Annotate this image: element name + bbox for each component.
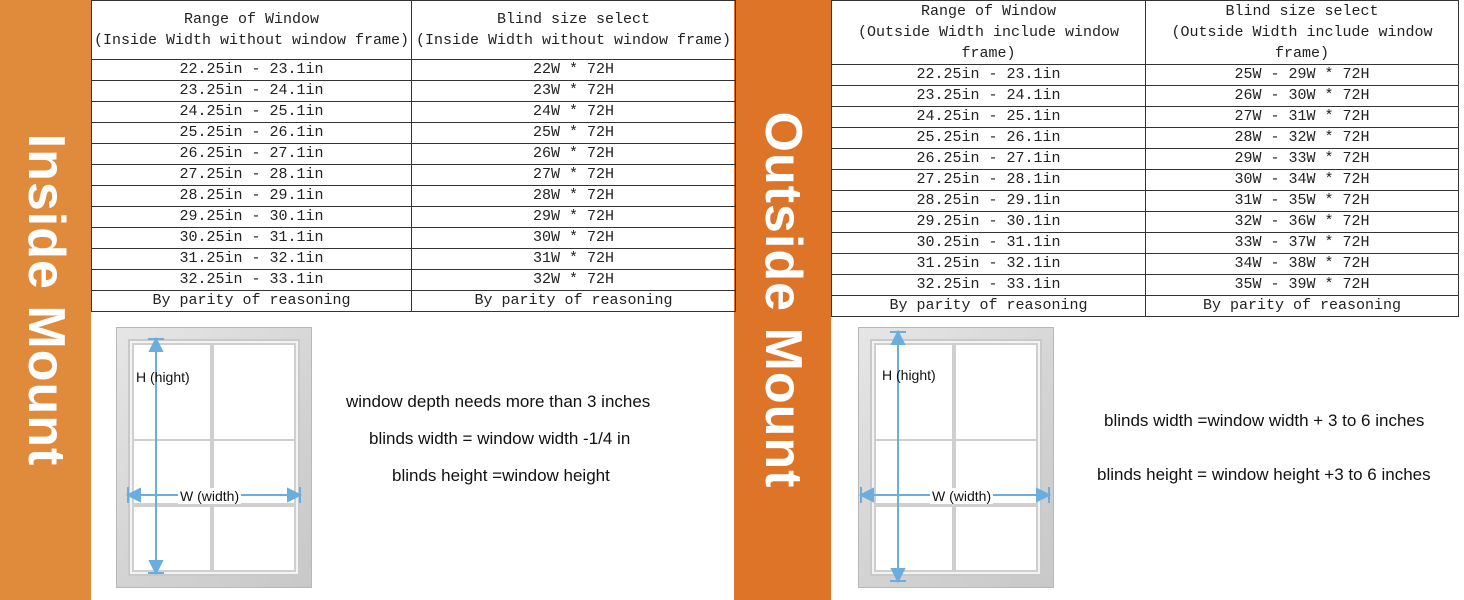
- blind-size-cell: 35W - 39W * 72H: [1146, 275, 1459, 296]
- inside-note-width: blinds width = window width -1/4 in: [369, 429, 631, 448]
- header-blind-title: Blind size select: [1225, 3, 1379, 20]
- width-label: W (width): [932, 488, 992, 504]
- blind-size-cell: 26W - 30W * 72H: [1146, 86, 1459, 107]
- header-range: [92, 1, 412, 60]
- height-arrow-top: [892, 332, 904, 344]
- height-arrow-bottom: [150, 561, 162, 573]
- range-cell: By parity of reasoning: [92, 291, 412, 312]
- range-cell: 25.25in - 26.1in: [92, 123, 412, 144]
- table-row: [832, 107, 1459, 128]
- range-cell: 23.25in - 24.1in: [832, 86, 1146, 107]
- range-cell: 22.25in - 23.1in: [832, 65, 1146, 86]
- header-range: [832, 1, 1146, 65]
- blind-size-cell: 24W * 72H: [412, 102, 736, 123]
- table-row: [92, 207, 736, 228]
- blind-size-cell: By parity of reasoning: [1146, 296, 1459, 317]
- blind-size-cell: 28W * 72H: [412, 186, 736, 207]
- blind-size-cell: 30W * 72H: [412, 228, 736, 249]
- header-blind-size: [1146, 1, 1459, 65]
- width-arrow-right: [288, 489, 300, 501]
- blind-size-cell: 29W - 33W * 72H: [1146, 149, 1459, 170]
- table-row: [832, 65, 1459, 86]
- table-row: [832, 191, 1459, 212]
- header-range-subtitle: (Outside Width include window frame): [857, 24, 1120, 62]
- range-cell: 28.25in - 29.1in: [92, 186, 412, 207]
- table-row: [832, 233, 1459, 254]
- blind-size-cell: 31W - 35W * 72H: [1146, 191, 1459, 212]
- range-cell: 29.25in - 30.1in: [832, 212, 1146, 233]
- table-row: [92, 102, 736, 123]
- range-cell: 31.25in - 32.1in: [832, 254, 1146, 275]
- inside-note-depth: window depth needs more than 3 inches: [346, 392, 651, 411]
- table-header-row: [92, 1, 736, 60]
- header-blind-subtitle: (Outside Width include window frame): [1171, 24, 1433, 62]
- blind-size-cell: 29W * 72H: [412, 207, 736, 228]
- range-cell: 26.25in - 27.1in: [92, 144, 412, 165]
- range-cell: 30.25in - 31.1in: [92, 228, 412, 249]
- table-row: [832, 296, 1459, 317]
- range-cell: 27.25in - 28.1in: [92, 165, 412, 186]
- blind-size-cell: 28W - 32W * 72H: [1146, 128, 1459, 149]
- width-arrow-right: [1037, 489, 1049, 501]
- range-cell: 29.25in - 30.1in: [92, 207, 412, 228]
- range-cell: 31.25in - 32.1in: [92, 249, 412, 270]
- header-range-title: Range of Window: [183, 11, 320, 28]
- table-row: [832, 128, 1459, 149]
- range-cell: 23.25in - 24.1in: [92, 81, 412, 102]
- blind-size-cell: 26W * 72H: [412, 144, 736, 165]
- blind-size-cell: 25W * 72H: [412, 123, 736, 144]
- inside-mount-title: Inside Mount: [16, 133, 75, 467]
- blind-size-cell: 33W - 37W * 72H: [1146, 233, 1459, 254]
- blind-size-cell: 32W * 72H: [412, 270, 736, 291]
- blind-size-cell: 30W - 34W * 72H: [1146, 170, 1459, 191]
- table-row: [92, 249, 736, 270]
- range-cell: 30.25in - 31.1in: [832, 233, 1146, 254]
- table-row: [92, 228, 736, 249]
- table-row: [832, 275, 1459, 296]
- outside-note-width: blinds width =window width + 3 to 6 inches: [1104, 411, 1425, 430]
- outside-window-diagram: [858, 327, 1054, 588]
- table-row: [92, 270, 736, 291]
- blind-size-cell: 22W * 72H: [412, 60, 736, 81]
- header-range-subtitle: (Inside Width without window frame): [93, 32, 410, 49]
- header-blind-title: Blind size select: [496, 11, 651, 28]
- table-row: [92, 123, 736, 144]
- table-row: [92, 144, 736, 165]
- table-row: [832, 86, 1459, 107]
- table-row: [832, 254, 1459, 275]
- inside-table-body: [92, 60, 736, 312]
- range-cell: By parity of reasoning: [832, 296, 1146, 317]
- range-cell: 28.25in - 29.1in: [832, 191, 1146, 212]
- table-row: [92, 186, 736, 207]
- outside-table-body: [832, 65, 1459, 317]
- table-row: [92, 60, 736, 81]
- blind-size-cell: 32W - 36W * 72H: [1146, 212, 1459, 233]
- inside-measure-arrows: [116, 327, 312, 588]
- outside-mount-band: [734, 0, 831, 600]
- height-arrow-bottom: [892, 569, 904, 581]
- table-row: [832, 149, 1459, 170]
- blind-size-cell: 27W - 31W * 72H: [1146, 107, 1459, 128]
- blind-size-cell: By parity of reasoning: [412, 291, 736, 312]
- range-cell: 22.25in - 23.1in: [92, 60, 412, 81]
- table-row: [92, 165, 736, 186]
- blind-size-cell: 34W - 38W * 72H: [1146, 254, 1459, 275]
- inside-note-height: blinds height =window height: [392, 466, 610, 485]
- blind-size-cell: 31W * 72H: [412, 249, 736, 270]
- range-cell: 27.25in - 28.1in: [832, 170, 1146, 191]
- outside-mount-title: Outside Mount: [753, 111, 812, 489]
- blind-size-cell: 23W * 72H: [412, 81, 736, 102]
- table-row: [832, 170, 1459, 191]
- table-row: [92, 291, 736, 312]
- range-cell: 32.25in - 33.1in: [832, 275, 1146, 296]
- inside-window-diagram: [116, 327, 312, 588]
- header-blind-subtitle: (Inside Width without window frame): [415, 32, 732, 49]
- range-cell: 32.25in - 33.1in: [92, 270, 412, 291]
- height-label: H (hight): [882, 367, 936, 383]
- outside-note-height: blinds height = window height +3 to 6 inches: [1097, 465, 1431, 484]
- height-label: H (hight): [136, 369, 190, 385]
- header-blind-size: [412, 1, 736, 60]
- header-range-title: Range of Window: [920, 3, 1057, 20]
- blind-size-cell: 25W - 29W * 72H: [1146, 65, 1459, 86]
- width-arrow-left: [128, 489, 140, 501]
- outside-size-table: [831, 0, 1459, 317]
- range-cell: 25.25in - 26.1in: [832, 128, 1146, 149]
- table-row: [832, 212, 1459, 233]
- width-arrow-left: [861, 489, 873, 501]
- range-cell: 24.25in - 25.1in: [92, 102, 412, 123]
- inside-size-table: [91, 0, 736, 312]
- range-cell: 24.25in - 25.1in: [832, 107, 1146, 128]
- width-label: W (width): [180, 488, 240, 504]
- table-row: [92, 81, 736, 102]
- table-header-row: [832, 1, 1459, 65]
- height-arrow-top: [150, 339, 162, 351]
- range-cell: 26.25in - 27.1in: [832, 149, 1146, 170]
- inside-mount-band: [0, 0, 91, 600]
- blind-size-cell: 27W * 72H: [412, 165, 736, 186]
